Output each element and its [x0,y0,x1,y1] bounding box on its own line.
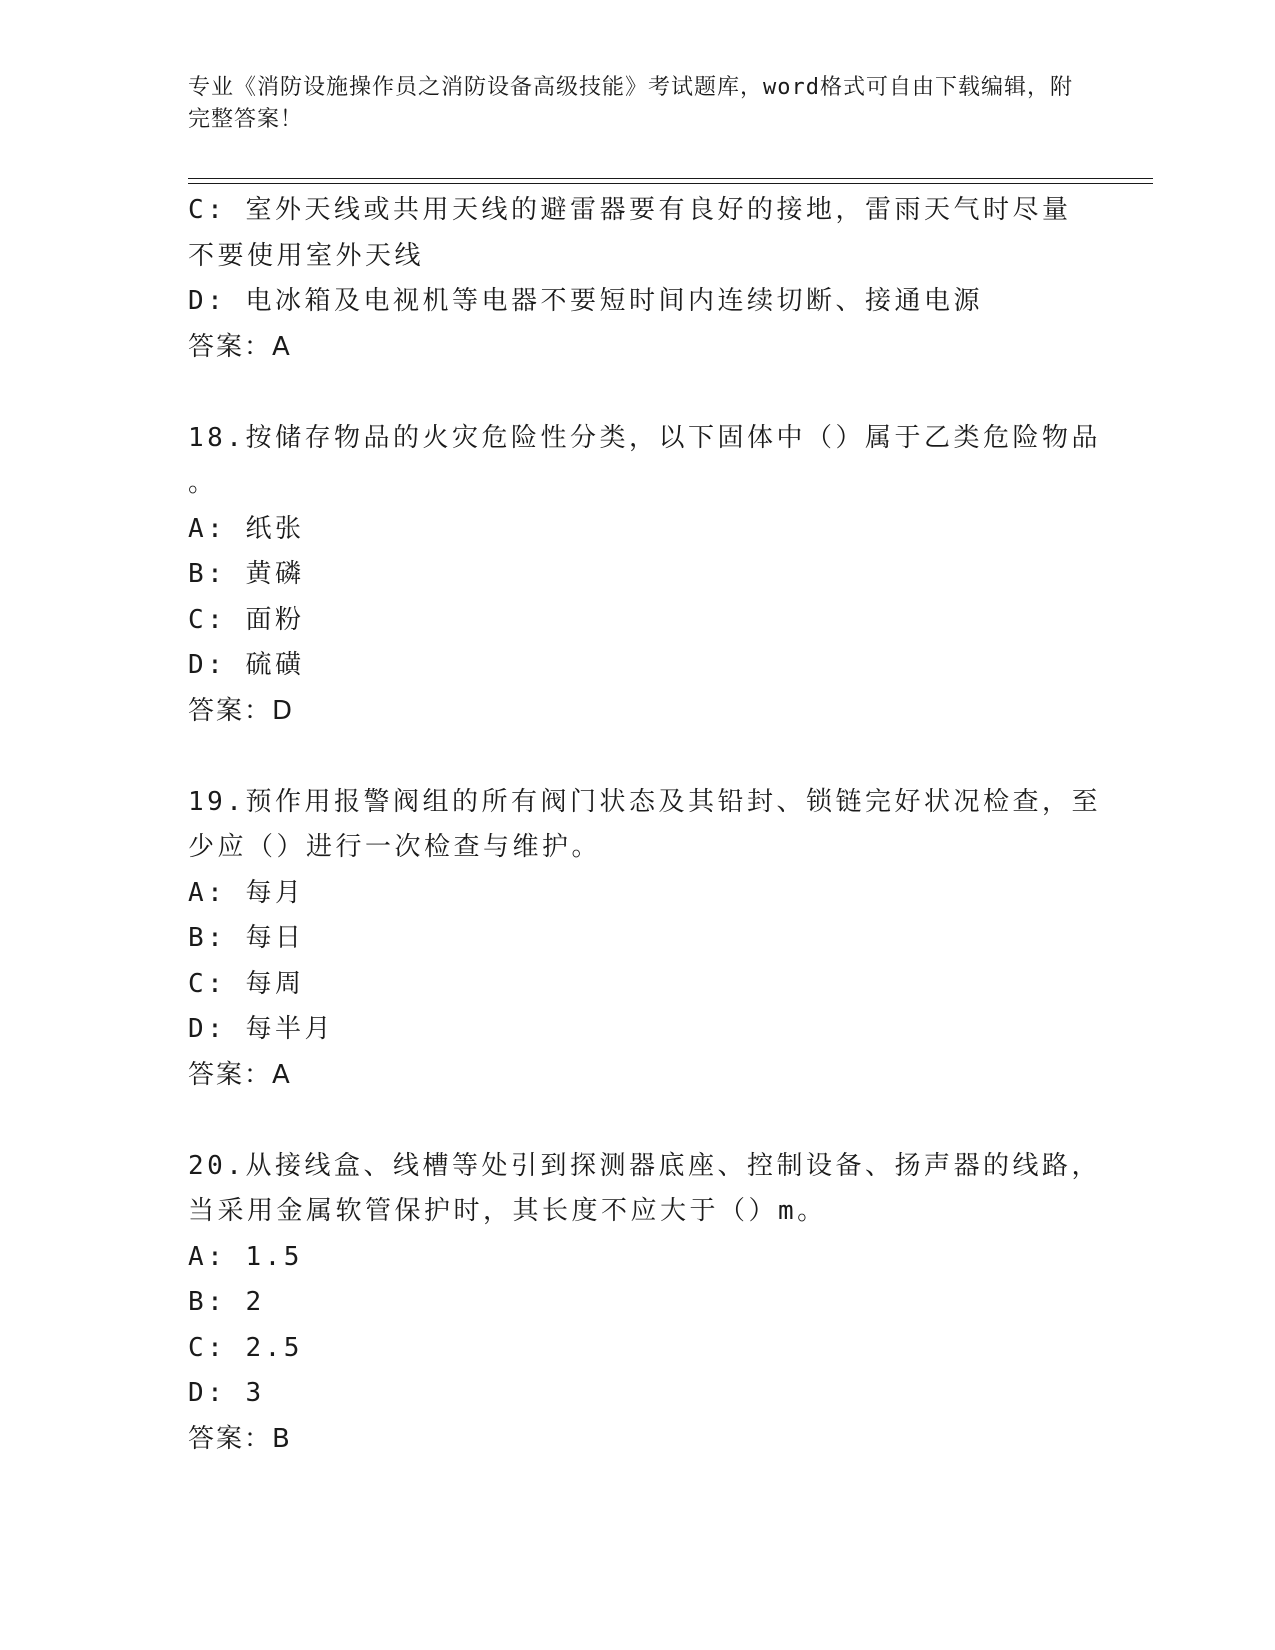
question-20 [188,1144,1101,1463]
question-content [188,188,1101,1462]
question-stem: 18.按储存物品的火灾危险性分类，以下固体中（）属于乙类危险物品 [188,422,1101,453]
option-c: C: 面粉 [188,604,305,635]
question-stem: 20.从接线盒、线槽等处引到探测器底座、控制设备、扬声器的线路， [188,1150,1101,1181]
option-a: A: 1.5 [188,1241,303,1272]
option-c: C: 室外天线或共用天线的避雷器要有良好的接地，雷雨天气时尽量不要使用室外天线 [188,195,1072,271]
spacer [188,1098,1088,1144]
question-stem: 19.预作用报警阀组的所有阀门状态及其铅封、锁链完好状况检查，至 [188,786,1101,817]
spacer [188,734,1088,780]
header-rule-top [188,178,1153,179]
question-19 [188,780,1101,1099]
answer-line: 答案：A [188,1059,292,1090]
option-d: D: 硫磺 [188,650,305,680]
header-text: 专业《消防设施操作员之消防设备高级技能》考试题库，word格式可自由下载编辑，附完整答案！ [188,75,1073,132]
answer-line: 答案：A [188,331,292,362]
option-c: C: 2.5 [188,1332,303,1363]
document-header [188,72,1088,136]
question-18 [188,416,1101,735]
question-stem-continued: 少应（）进行一次检查与维护。 [188,832,602,862]
option-b: B: 2 [188,1287,265,1317]
spacer [188,370,1088,416]
option-c: C: 每周 [188,968,305,999]
option-a: A: 纸张 [188,513,305,544]
option-b: B: 每日 [188,923,305,953]
answer-line: 答案：B [188,1423,292,1454]
option-b: B: 黄磷 [188,559,305,589]
option-d: D: 电冰箱及电视机等电器不要短时间内连续切断、接通电源 [188,286,983,316]
question-17-continuation [188,188,1088,370]
answer-line: 答案：D [188,695,295,726]
option-d: D: 3 [188,1378,265,1408]
question-stem-continued: 。 [188,468,218,498]
header-rule-bottom [188,183,1153,184]
option-a: A: 每月 [188,877,305,908]
option-d: D: 每半月 [188,1014,334,1044]
question-stem-continued: 当采用金属软管保护时，其长度不应大于（）m。 [188,1196,827,1226]
